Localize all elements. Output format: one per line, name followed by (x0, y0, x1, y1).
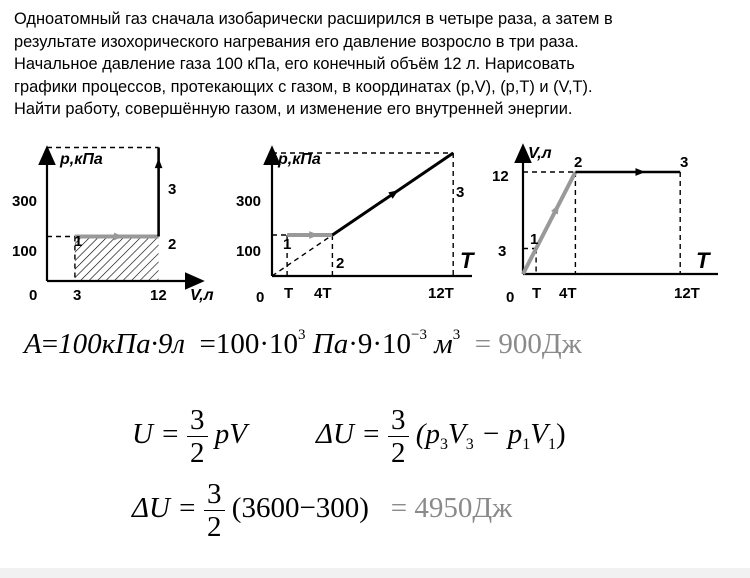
vt-x-axis-label: T (696, 248, 710, 273)
du-sub-3a: 3 (439, 436, 448, 454)
pt-origin: 0 (256, 289, 265, 306)
u-num: 3 (187, 404, 208, 437)
du-sub-1b: 1 (547, 436, 556, 454)
problem-line-3: Начальное давление газа 100 кПа, его конечный объём 12 л. Нарисовать (14, 55, 575, 73)
pt-point-2: 2 (336, 255, 345, 272)
u-lhs: U = (132, 418, 180, 451)
du-close: ) (555, 418, 566, 451)
pt-x-tick-4t: 4T (314, 285, 332, 302)
vt-y-tick-12: 12 (492, 168, 509, 185)
pt-x-tick-12t: 12T (428, 285, 454, 302)
problem-line-5: Найти работу, совершённую газом, и изменение его внутренней энергии. (14, 100, 573, 118)
work-exp-3: 3 (452, 327, 461, 343)
pv-y-axis-label: р,кПа (60, 151, 103, 168)
vt-x-tick-12t: 12T (674, 285, 700, 302)
vt-graph (490, 140, 730, 315)
pt-point-3: 3 (456, 184, 465, 201)
footer-strip (0, 568, 750, 578)
pv-x-tick-12: 12 (150, 287, 167, 304)
vt-point-1: 1 (530, 231, 539, 248)
du-den: 2 (391, 437, 406, 469)
work-eq: = (41, 328, 59, 360)
du-v3: V (447, 418, 466, 451)
pv-point-2: 2 (168, 236, 177, 253)
pv-arrow-2-3 (155, 158, 163, 168)
vt-x-tick-4t: 4T (559, 285, 577, 302)
work-symbol: A (24, 328, 42, 360)
du-sub-1a: 1 (522, 436, 531, 454)
pv-y-tick-300: 300 (12, 193, 38, 210)
du2-den: 2 (207, 511, 222, 543)
du2-num: 3 (204, 478, 225, 511)
pt-arrow-1-2 (309, 231, 319, 239)
problem-line-2: результате изохорического нагревания его давление возросло в три раза. (14, 32, 579, 51)
vt-x-tick-t: T (532, 285, 542, 302)
work-value-2: 100·10 (215, 328, 299, 360)
pv-graph (0, 140, 230, 315)
pv-point-3: 3 (168, 181, 177, 198)
work-eq-2: = (199, 328, 216, 360)
du2-fraction (204, 478, 225, 543)
work-unit-2: м (434, 328, 453, 360)
pt-y-axis-label: р,кПа (278, 151, 321, 168)
pt-y-tick-100: 100 (236, 243, 262, 260)
du2-lhs: ΔU = (132, 492, 197, 525)
work-result: = 900Дж (474, 328, 582, 360)
pv-x-axis-label: V,л (190, 287, 214, 304)
du-p3: (p (415, 418, 440, 451)
work-mid: ·9·10 (348, 328, 412, 360)
work-value-1: 100кПа·9л (58, 328, 185, 360)
du-lhs: ΔU = (316, 418, 381, 451)
vt-y-axis-label: V,л (528, 145, 552, 162)
du-minus-p1: − p (473, 418, 523, 451)
problem-statement (14, 8, 736, 121)
du2-result: = 4950Дж (390, 492, 513, 525)
pv-origin: 0 (29, 287, 38, 304)
pt-x-axis-label: T (460, 248, 474, 273)
vt-extension (523, 249, 536, 275)
u-den: 2 (190, 437, 205, 469)
du-num: 3 (388, 404, 409, 437)
u-fraction (187, 404, 208, 469)
delta-u-formula (316, 404, 566, 469)
vt-point-2: 2 (574, 154, 583, 171)
vt-y-tick-3: 3 (498, 243, 507, 260)
pt-y-tick-300: 300 (236, 193, 262, 210)
pv-x-tick-3: 3 (73, 287, 82, 304)
delta-u-numeric-formula (132, 478, 512, 543)
pv-y-tick-100: 100 (12, 243, 38, 260)
du2-rhs: (3600−300) (231, 492, 369, 525)
problem-line-1: Одноатомный газ сначала изобарически расширился в четыре раза, а затем в (14, 10, 613, 28)
du-v1: V (530, 418, 548, 451)
pt-point-1: 1 (283, 236, 292, 253)
vt-arrow-2-3 (635, 168, 645, 176)
pt-graph (228, 140, 498, 315)
vt-origin: 0 (506, 289, 515, 306)
work-formula (24, 328, 582, 361)
work-unit-1: Па (312, 328, 349, 360)
pt-dash-origin (272, 235, 332, 276)
pt-x-tick-t: T (284, 285, 294, 302)
problem-line-4: графики процессов, протекающих с газом, в координатах (р,V), (р,Т) и (V,Т). (14, 77, 593, 96)
pv-work-area (75, 237, 159, 282)
vt-point-3: 3 (680, 154, 689, 171)
internal-energy-formula (132, 404, 247, 469)
du-fraction (388, 404, 409, 469)
u-rhs: pV (214, 418, 247, 451)
work-exp-2: −3 (411, 327, 428, 343)
du-sub-3b: 3 (465, 436, 474, 454)
pv-point-1: 1 (74, 233, 83, 250)
work-exp-1: 3 (298, 327, 306, 343)
